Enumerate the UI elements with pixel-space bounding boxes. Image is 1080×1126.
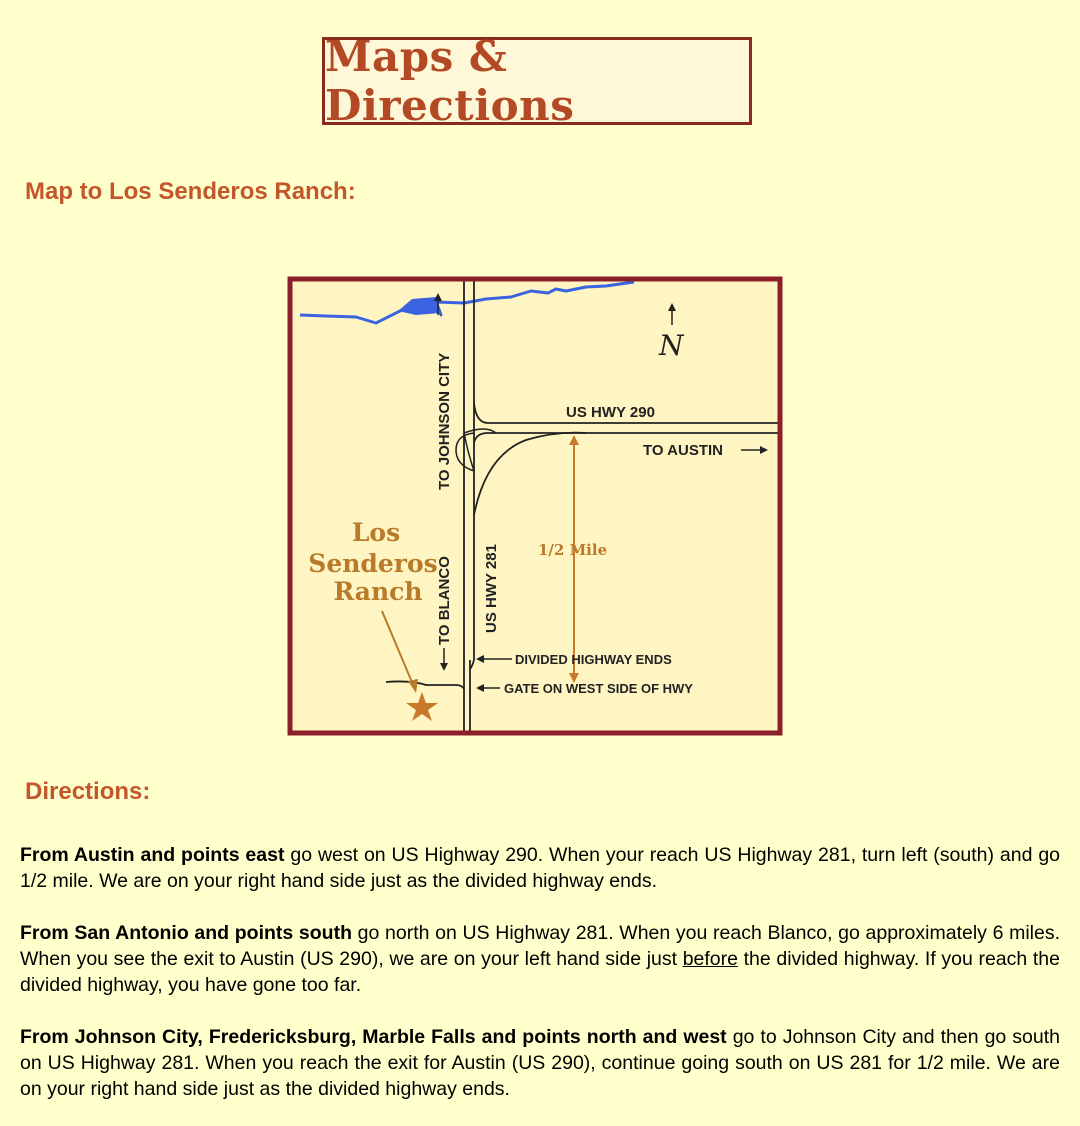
ranch-label-line2: Senderos (308, 549, 438, 578)
to-blanco-label: TO BLANCO (436, 556, 453, 645)
map-heading: Map to Los Senderos Ranch: (25, 178, 356, 205)
directions-from-johnson-city (20, 1024, 1060, 1102)
half-mile-label: 1/2 Mile (538, 541, 608, 559)
page-title-banner (322, 32, 752, 130)
directions-from-san-antonio-emphasis: before (682, 948, 738, 970)
hwy-281-label: US HWY 281 (483, 544, 500, 633)
directions-heading: Directions: (25, 778, 151, 805)
directions-from-san-antonio (20, 920, 1060, 998)
directions-from-austin (20, 842, 1060, 894)
directions-from-johnson-city-text: go to Johnson City and then go south on US Highway 281. When you reach the exit for Austin (US 290), continue going south on US 281 for 1/2 mile. We are on your right hand side just as the divided highway ends. (20, 1026, 1060, 1100)
divided-ends-label: DIVIDED HIGHWAY ENDS (515, 652, 672, 667)
ranch-label-line1: Los (351, 518, 401, 547)
ranch-label-line3: Ranch (333, 577, 423, 606)
directions-from-san-antonio-text-a: go north on US Highway 281. When you reach Blanco, go approximately 6 miles. When you see the exit to Austin (US 290), we are on your left hand side just (20, 922, 1061, 970)
directions-from-san-antonio-origin: From San Antonio and points south (20, 922, 352, 944)
compass-label: N (659, 329, 684, 362)
ranch-map (286, 275, 786, 740)
page-title: Maps & Directions (325, 32, 575, 130)
directions-from-austin-text: go west on US Highway 290. When your reach US Highway 281, turn left (south) and go 1/2 mile. We are on your right hand side just as the divided highway ends. (20, 844, 1061, 892)
to-johnson-city-label: TO JOHNSON CITY (436, 352, 453, 490)
directions-from-austin-origin: From Austin and points east (20, 844, 285, 866)
directions-from-san-antonio-text-b: the divided highway. If you reach the divided highway, you have gone too far. (20, 948, 1060, 996)
to-austin-label: TO AUSTIN (643, 442, 724, 459)
gate-label: GATE ON WEST SIDE OF HWY (504, 681, 693, 696)
hwy-290-label: US HWY 290 (566, 404, 655, 421)
directions-from-johnson-city-origin: From Johnson City, Fredericksburg, Marble Falls and points north and west (20, 1026, 727, 1048)
